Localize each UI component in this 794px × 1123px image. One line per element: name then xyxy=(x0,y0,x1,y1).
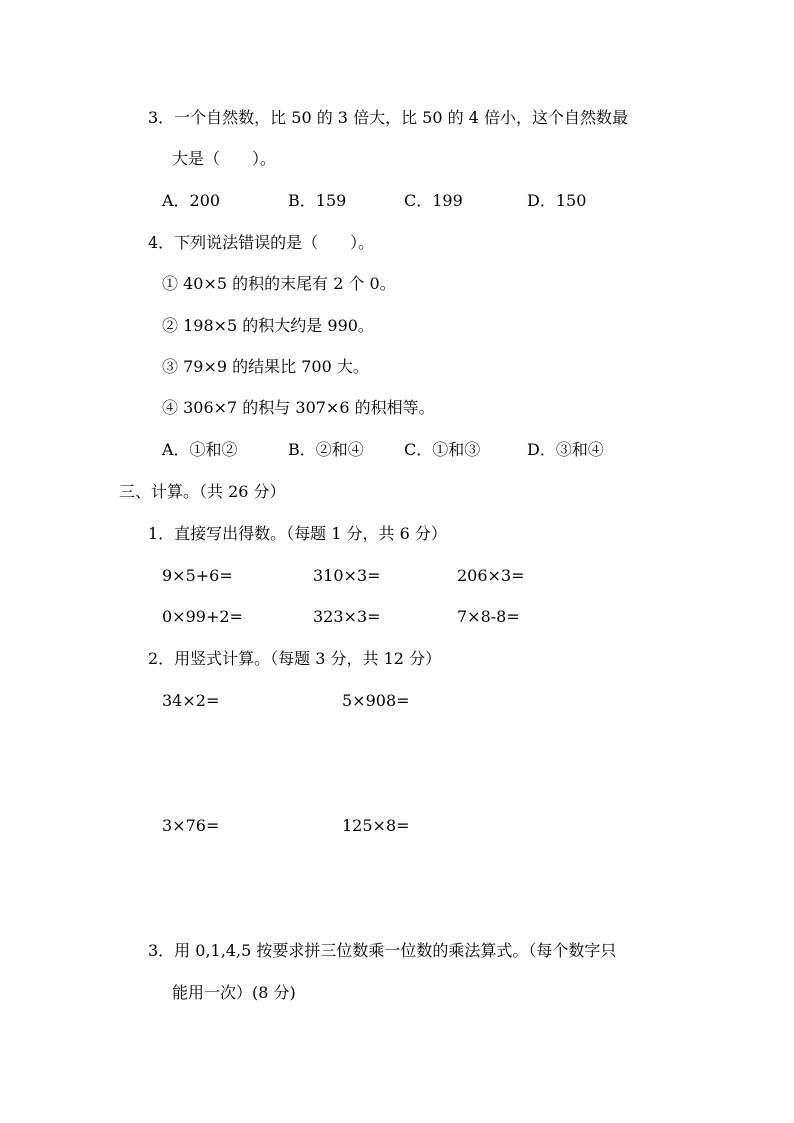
calc-item-5: 323×3= xyxy=(313,607,381,626)
q3-stem-line2: 大是（ ）。 xyxy=(172,149,277,168)
q4-option-b[interactable]: B．②和④ xyxy=(288,440,364,459)
q4-statement-1: ① 40×5 的积的末尾有 2 个 0。 xyxy=(162,274,396,293)
q4-option-d[interactable]: D．③和④ xyxy=(527,440,604,459)
part3-line1: 3．用 0,1,4,5 按要求拼三位数乘一位数的乘法算式。（每个数字只 xyxy=(148,941,617,960)
part2-title: 2．用竖式计算。（每题 3 分，共 12 分） xyxy=(148,649,442,668)
q3-option-c[interactable]: C．199 xyxy=(404,191,463,210)
section3-title: 三、计算。（共 26 分） xyxy=(119,482,286,501)
part1-title: 1．直接写出得数。（每题 1 分，共 6 分） xyxy=(148,524,447,543)
q3-option-b[interactable]: B．159 xyxy=(288,191,347,210)
vertical-calc-3: 3×76= xyxy=(162,816,220,835)
vertical-calc-2: 5×908= xyxy=(342,691,410,710)
calc-item-1: 9×5+6= xyxy=(162,566,233,585)
part3-line2: 能用一次）(8 分) xyxy=(172,983,296,1002)
q4-stem: 4．下列说法错误的是（ ）。 xyxy=(148,233,375,252)
q3-option-d[interactable]: D．150 xyxy=(527,191,587,210)
q4-option-c[interactable]: C．①和③ xyxy=(404,440,481,459)
calc-item-3: 206×3= xyxy=(457,566,525,585)
q4-statement-3: ③ 79×9 的结果比 700 大。 xyxy=(162,357,369,376)
q4-statement-2: ② 198×5 的积大约是 990。 xyxy=(162,316,374,335)
q4-option-a[interactable]: A．①和② xyxy=(162,440,238,459)
calc-item-6: 7×8-8= xyxy=(457,607,520,626)
vertical-calc-1: 34×2= xyxy=(162,691,220,710)
q3-option-a[interactable]: A．200 xyxy=(162,191,221,210)
q4-statement-4: ④ 306×7 的积与 307×6 的积相等。 xyxy=(162,398,435,417)
calc-item-2: 310×3= xyxy=(313,566,381,585)
q3-stem-line1: 3．一个自然数，比 50 的 3 倍大，比 50 的 4 倍小，这个自然数最 xyxy=(148,108,628,127)
vertical-calc-4: 125×8= xyxy=(342,816,410,835)
calc-item-4: 0×99+2= xyxy=(162,607,243,626)
